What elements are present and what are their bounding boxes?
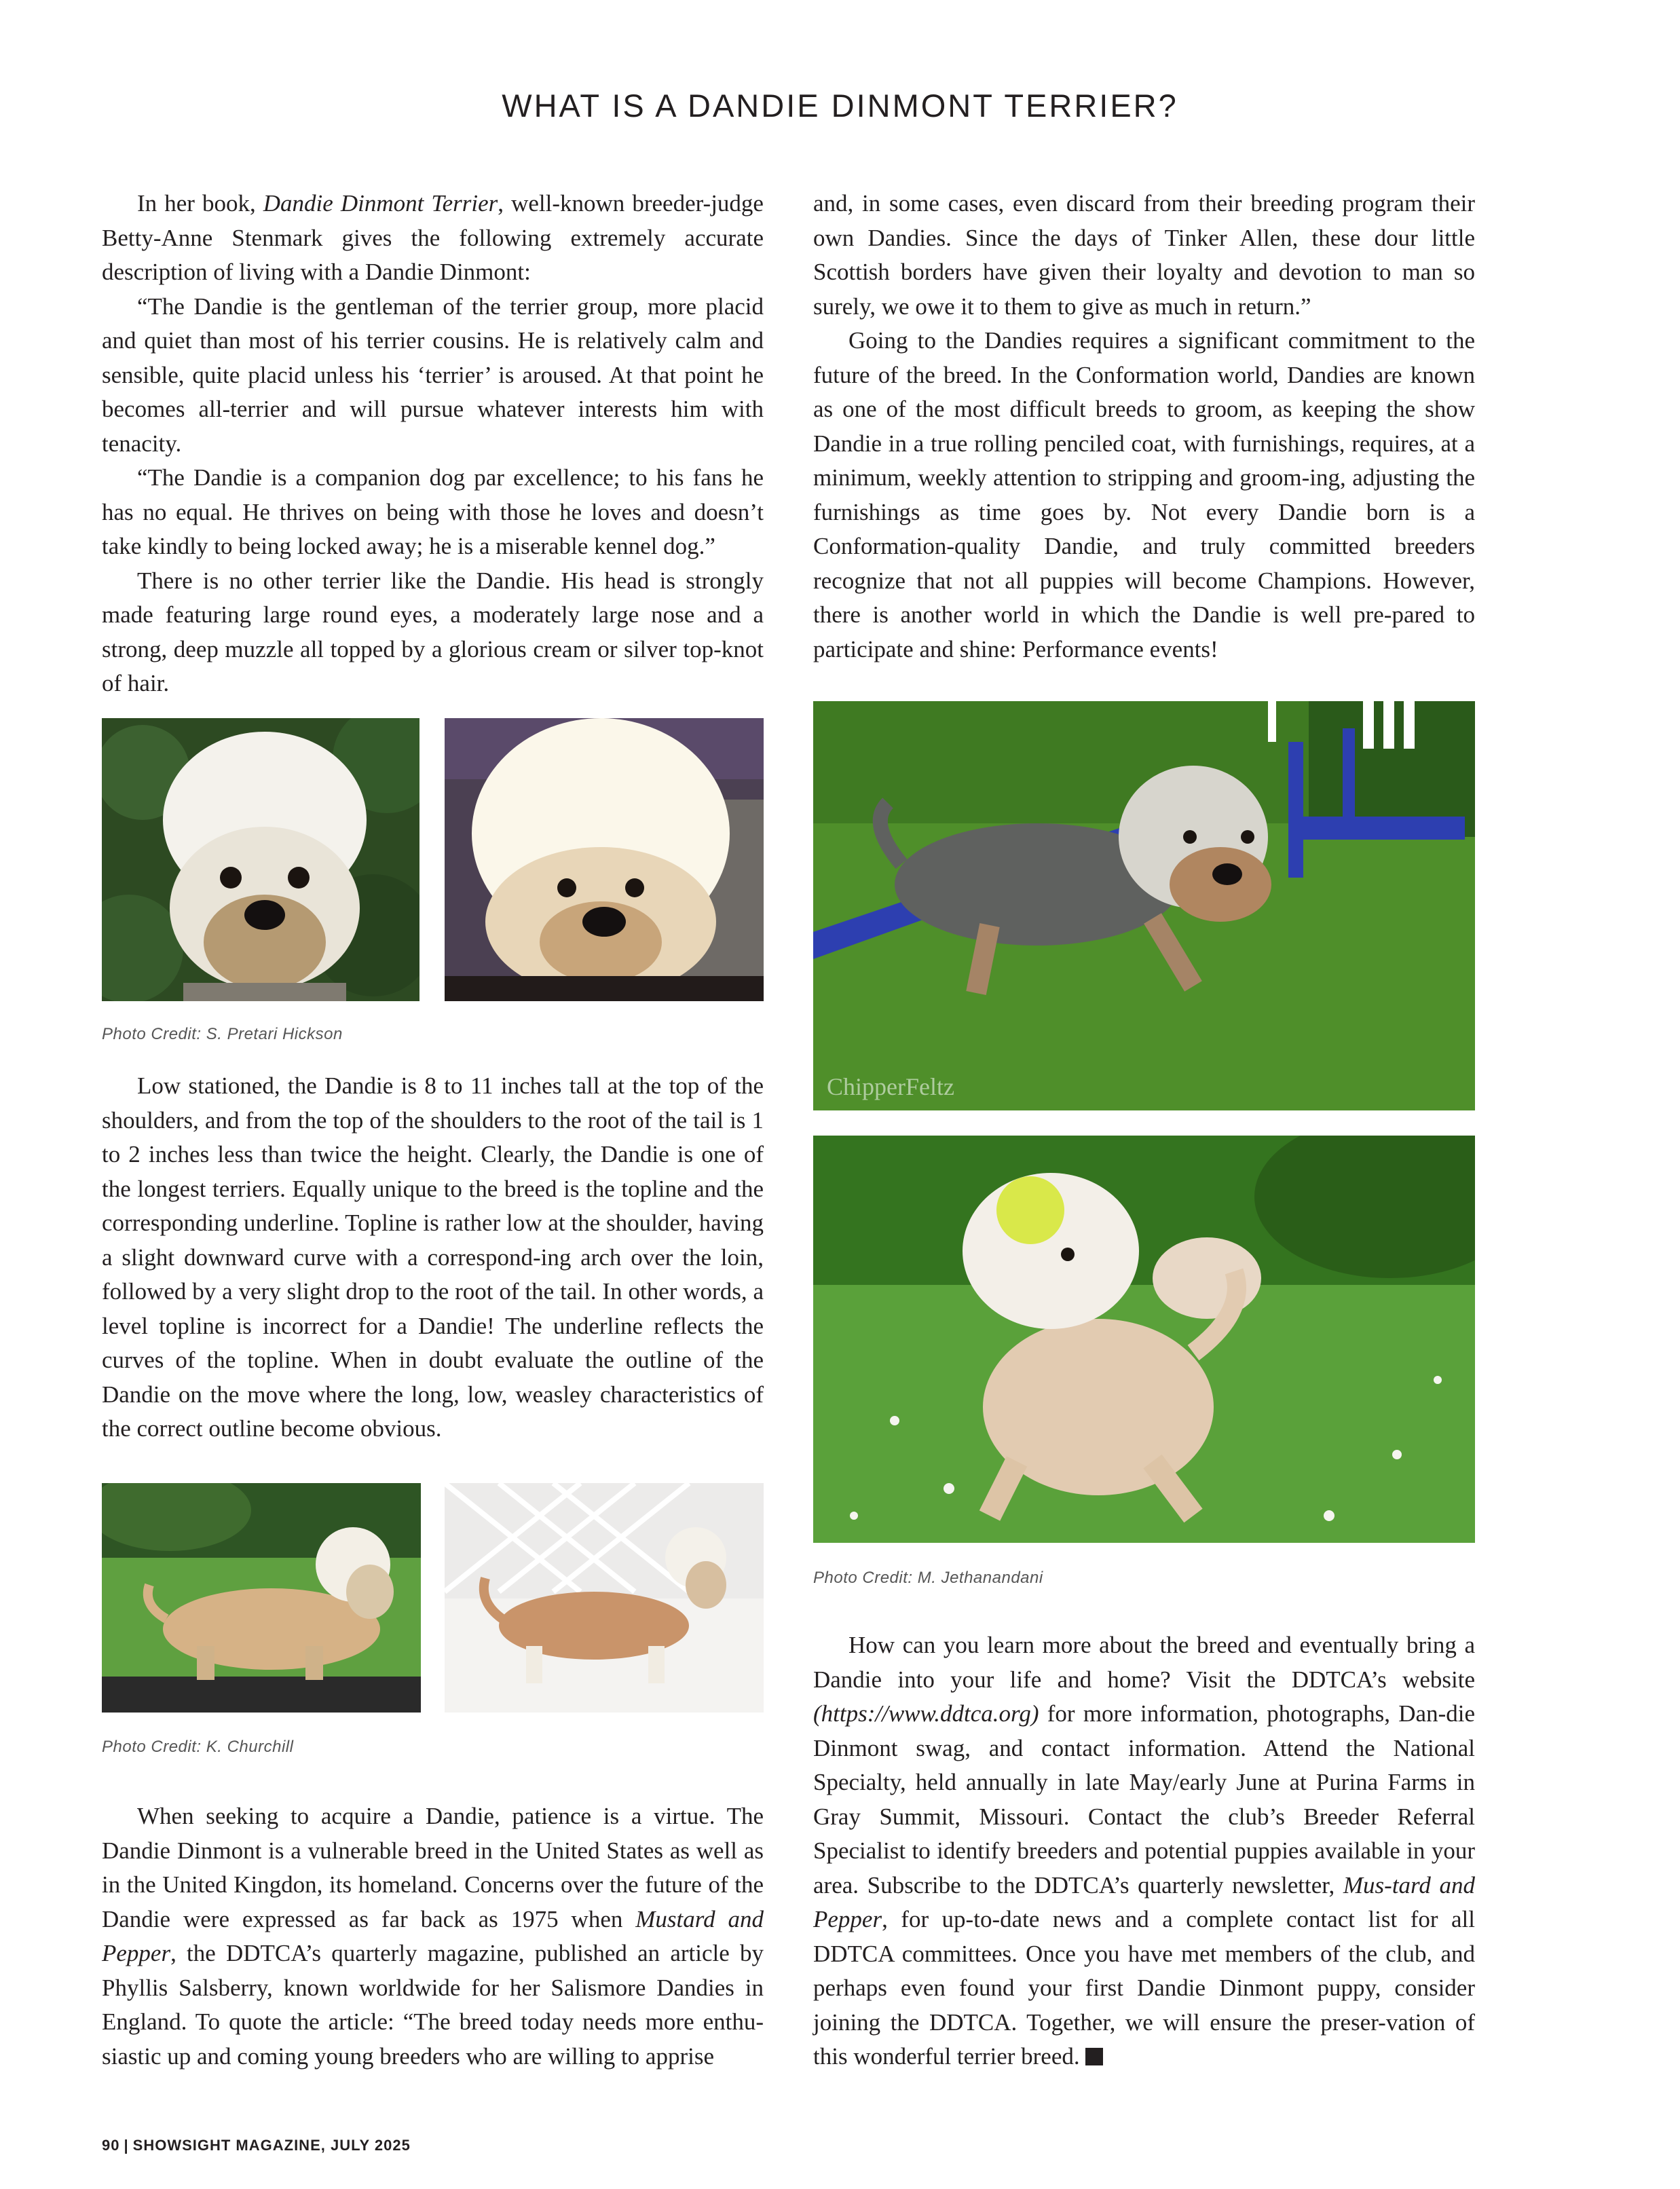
book-title: Dandie Dinmont Terrier (263, 190, 498, 217)
paragraph: There is no other terrier like the Dandie. His head is strongly made featuring large round eyes, a moderately large nose and a strong, deep muzzle all topped by a glorious cream or silver top-knot of hair. (102, 567, 764, 696)
paragraph: “The Dandie is the gentleman of the terrier group, more placid and quiet than most of his terrier cousins. He is relatively calm and sensible, quite placid unless his ‘terrier’ is aroused. At that point he becomes all-terrier and will pursue whatever interests him with tenacity. (102, 293, 764, 457)
publication-name: SHOWSIGHT MAGAZINE, JULY 2025 (132, 2137, 411, 2154)
left-closing-text (102, 1799, 764, 2074)
paragraph: How can you learn more about the breed and eventually bring a Dandie into your life and home? Visit the DDTCA’s website (https://www.ddtca.org) for more information, photographs, Dan-die Dinmont swag, and contact information. Attend the National Specialty, held annually in late May/early June at Purina Farms in Gray Summit, Missouri. Contact the club’s Breeder Referral Specialist to identify breeders and potential puppies available in your area. Subscribe to the DDTCA’s quarterly newsletter, Mus-tard and Pepper, for up-to-date news and a complete contact list for all DDTCA committees. Once you have met members of the club, and perhaps even found your first Dandie Dinmont puppy, consider joining the DDTCA. Together, we will ensure the preser-vation of this wonderful terrier breed. (813, 1632, 1475, 2070)
photo-credit-caption: Photo Credit: S. Pretari Hickson (102, 1025, 343, 1043)
photo-dandie-stacked-on-table (102, 1483, 421, 1713)
footer-separator: | (124, 2137, 129, 2154)
paragraph: Low stationed, the Dandie is 8 to 11 inches tall at the top of the shoulders, and from the top of the shoulders to the root of the tail is 1 to 2 inches less than twice the height. Clearly, the Dandie is one of the longest terriers. Equally unique to the breed is the topline and the corresponding underline. Topline is rather low at the shoulder, having a slight downward curve with a correspond-ing arch over the loin, followed by a very slight drop to the root of the tail. In other words, a level topline is incorrect for a Dandie! The underline reflects the curves of the topline. When in doubt evaluate the outline of the Dandie on the move where the long, low, weasley characteristics of the correct outline become obvious. (102, 1072, 764, 1442)
paragraph: In her book, Dandie Dinmont Terrier, well-known breeder-judge Betty-Anne Stenmark gives the following extremely accurate description of living with a Dandie Dinmont: (102, 190, 764, 285)
photo-credit-caption: Photo Credit: K. Churchill (102, 1738, 294, 1756)
page-footer (102, 2137, 411, 2154)
newsletter-title: Mus-tard and Pepper (813, 1871, 1475, 1932)
paragraph: Going to the Dandies requires a significant commitment to the future of the breed. In the Conformation world, Dandies are known as one of the most difficult breeds to groom, as keeping the show Dandie in a true rolling penciled coat, with furnishings, requires, at a minimum, weekly attention to stripping and groom-ing, adjusting the furnishings as time goes by. Not every Dandie born is a Conformation-quality Dandie, and truly committed breeders recognize that not all puppies will become Champions. However, there is another world in which the Dandie is well pre-pared to participate and shine: Performance events! (813, 327, 1475, 662)
paragraph: “The Dandie is a companion dog par excellence; to his fans he has no equal. He thrives on being with those he loves and doesn’t take kindly to being locked away; he is a miserable kennel dog.” (102, 464, 764, 559)
photographer-watermark: ChipperFeltz (827, 1073, 954, 1100)
website-url: (https://www.ddtca.org) (813, 1700, 1039, 1727)
paragraph: and, in some cases, even discard from their breeding program their own Dandies. Since the days of Tinker Allen, these dour little Scottish borders have given their loyalty and devotion to man so surely, we owe it to them to give as much in return.” (813, 190, 1475, 320)
right-closing-text (813, 1628, 1475, 2074)
right-intro-text (813, 187, 1475, 667)
page-title: WHAT IS A DANDIE DINMONT TERRIER? (502, 88, 1178, 124)
photo-cream-dandie-closeup (445, 718, 764, 1001)
photo-dandie-with-tennis-ball (813, 1136, 1475, 1543)
left-body-text (102, 1069, 764, 1446)
page-number: 90 (102, 2137, 120, 2154)
paragraph: When seeking to acquire a Dandie, patience is a virtue. The Dandie Dinmont is a vulnerable breed in the United States as well as in the United Kingdon, its homeland. Concerns over the future of the Dandie were expressed as far back as 1975 when Mustard and Pepper, the DDTCA’s quarterly magazine, published an article by Phyllis Salsberry, known worldwide for her Salismore Dandies in England. To quote the article: “The breed today needs more enthu-siastic up and coming young breeders who are willing to apprise (102, 1803, 764, 2070)
left-intro-text (102, 187, 764, 701)
end-of-article-mark (1085, 2048, 1103, 2065)
photo-dandie-head-outdoor (102, 718, 419, 1001)
magazine-title: Mustard and Pepper (102, 1905, 764, 1966)
photo-credit-caption: Photo Credit: M. Jethanandani (813, 1569, 1043, 1587)
photo-dandie-agility-running (813, 701, 1475, 1110)
photo-dandie-show-ring (445, 1483, 764, 1713)
